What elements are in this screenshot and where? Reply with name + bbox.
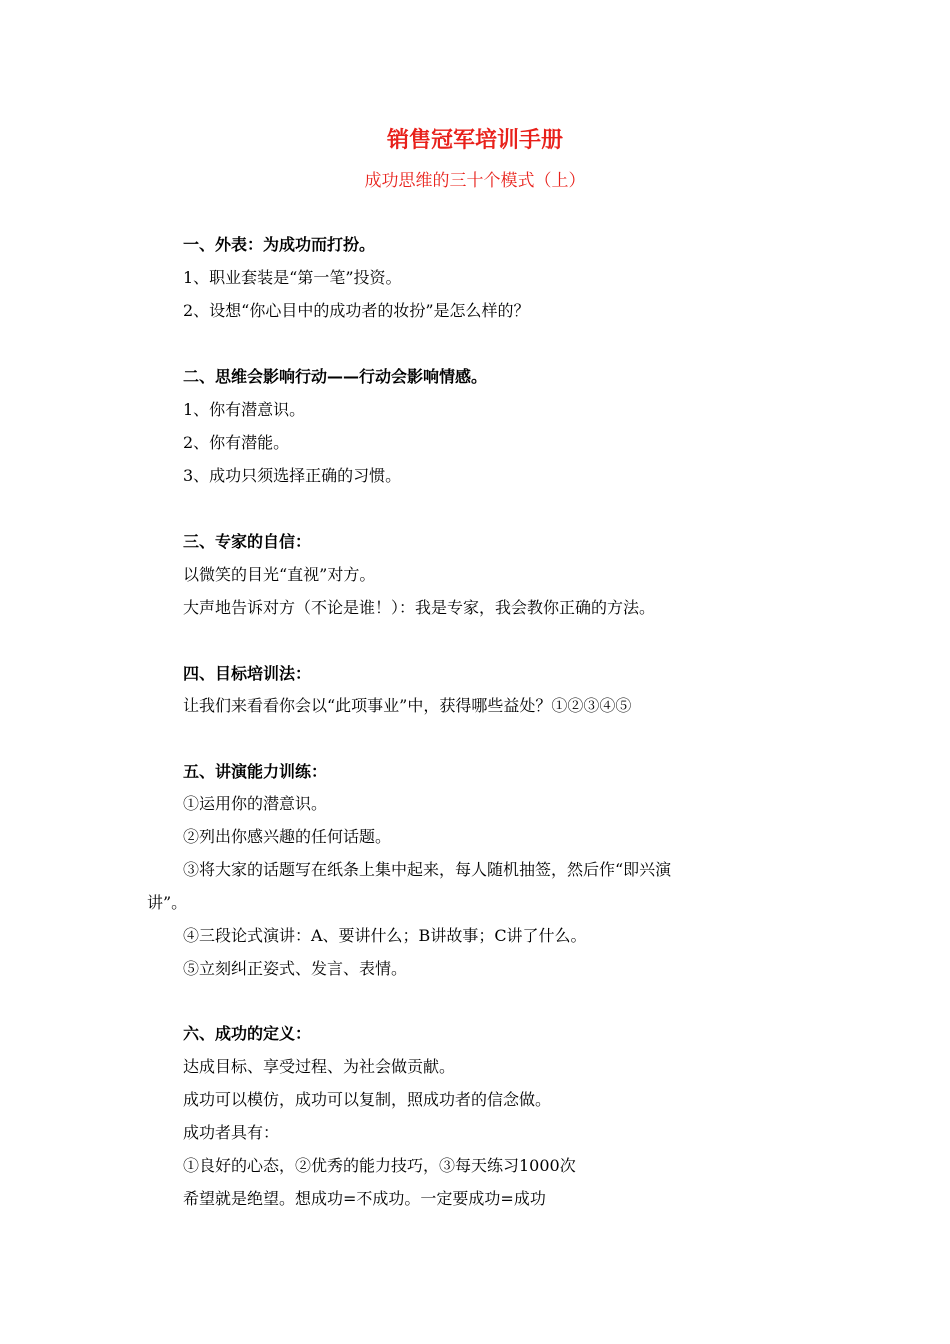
section-line: ①良好的心态，②优秀的能力技巧，③每天练习1000次: [183, 1156, 576, 1175]
section-line: 1、职业套装是“第一笔”投资。: [183, 268, 402, 287]
section-line: 让我们来看看你会以“此项事业”中，获得哪些益处？①②③④⑤: [183, 696, 632, 715]
section-line: 2、设想“你心目中的成功者的妆扮”是怎么样的？: [183, 301, 530, 320]
section-line: 成功可以模仿，成功可以复制，照成功者的信念做。: [183, 1090, 552, 1109]
document-subtitle: 成功思维的三十个模式（上）: [364, 171, 586, 191]
section-line: 2、你有潜能。: [183, 433, 290, 452]
section-heading-speech-training: 五、讲演能力训练：: [183, 762, 328, 781]
section-line: 以微笑的目光“直视”对方。: [183, 565, 376, 584]
section-line: 达成目标、享受过程、为社会做贡献。: [183, 1057, 456, 1076]
section-line: ⑤立刻纠正姿式、发言、表情。: [183, 959, 408, 978]
section-heading-goal-training: 四、目标培训法：: [183, 664, 312, 683]
section-line: 成功者具有：: [183, 1123, 280, 1142]
section-line: 希望就是绝望。想成功=不成功。一定要成功=成功: [183, 1189, 546, 1208]
section-line-continued: 讲”。: [147, 893, 188, 912]
section-line: 1、你有潜意识。: [183, 400, 306, 419]
section-line: ①运用你的潜意识。: [183, 794, 328, 813]
section-line: ②列出你感兴趣的任何话题。: [183, 827, 392, 846]
section-heading-confidence: 三、专家的自信：: [183, 532, 312, 551]
section-line: ③将大家的话题写在纸条上集中起来，每人随机抽签，然后作“即兴演: [183, 860, 672, 879]
section-heading-success-definition: 六、成功的定义：: [183, 1024, 312, 1043]
section-line: ④三段论式演讲：A、要讲什么；B讲故事；C讲了什么。: [183, 926, 587, 945]
document-title: 销售冠军培训手册: [386, 128, 563, 153]
section-line: 大声地告诉对方（不论是谁！）：我是专家，我会教你正确的方法。: [183, 598, 656, 617]
section-heading-appearance: 一、外表：为成功而打扮。: [183, 235, 376, 254]
section-line: 3、成功只须选择正确的习惯。: [183, 466, 402, 485]
section-heading-thinking: 二、思维会影响行动——行动会影响情感。: [183, 367, 488, 386]
